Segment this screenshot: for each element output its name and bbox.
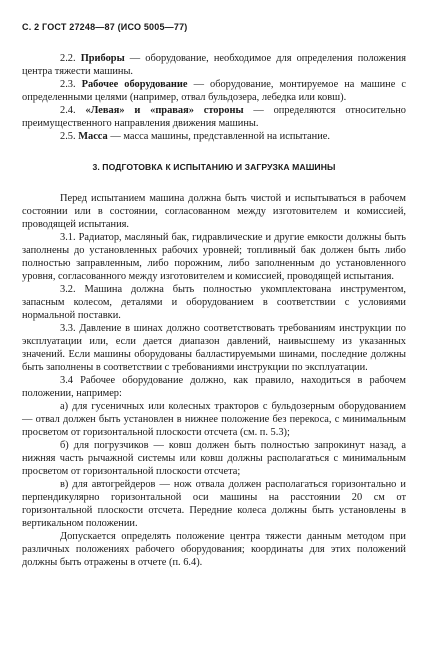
paragraph-3-4-c: в) для автогрейдеров — нож отвала должен располагаться горизонтально и перпендикулярно горизонтальной оси машины на расстоянии 20 см от горизонтальной плоскости отсчета. Передние колеса должны быть установлены в вертикальном положении. [22, 479, 406, 529]
definition-term: Масса [78, 131, 108, 142]
paragraph-3-4-b: б) для погрузчиков — ковш должен быть полностью запрокинут назад, а нижняя часть рычажной системы или ковш должны располагаться с минимальным просветом от горизонтальной плоскости отсчета; [22, 440, 406, 477]
definition-number: 2.2. [60, 53, 81, 64]
definition-number: 2.4. [60, 105, 86, 116]
definition-2-3 [22, 78, 406, 104]
definition-text: — оборудование, монтируемое на машине с определенными целями (например, отвал бульдозера, лебедка или ковш). [22, 79, 406, 103]
definition-text: — оборудование, необходимое для определения положения центра тяжести машины. [22, 53, 406, 77]
definition-term: «Левая» и «правая» стороны [85, 105, 244, 116]
section-title: 3. ПОДГОТОВКА К ИСПЫТАНИЮ И ЗАГРУЗКА МАШИНЫ [92, 162, 336, 172]
definition-term: Приборы [80, 53, 125, 64]
definition-text: — масса машины, представленной на испытание. [107, 131, 330, 142]
paragraph-intro: Перед испытанием машина должна быть чистой и испытываться в рабочем состоянии или в состоянии, согласованном между изготовителем и комиссией, проводящей испытания. [22, 193, 406, 230]
page-header: С. 2 ГОСТ 27248—87 (ИСО 5005—77) [22, 22, 188, 32]
paragraph-3-3: 3.3. Давление в шинах должно соответствовать требованиям инструкции по эксплуатации или, если дается диапазон давлений, наивысшему из указанных значений. Если машины оборудованы балластируемыми шинами, последние должны быть заполнены в соответствии с требованиями инструкции по эксплуатации. [22, 323, 406, 373]
paragraph-3-4-a: а) для гусеничных или колесных тракторов с бульдозерным оборудованием — отвал должен быть установлен в нижнее положение без перекоса, с минимальным просветом от горизонтальной плоскости отсчета (см. п. 5.3); [22, 401, 406, 438]
paragraph-3-4: 3.4 Рабочее оборудование должно, как правило, находиться в рабочем положении, например: [22, 375, 406, 399]
definition-text: — определяются относительно преимущественного направления движения машины. [22, 105, 407, 129]
paragraph-3-1: 3.1. Радиатор, масляный бак, гидравлические и другие емкости должны быть заполнены до установленных рабочих уровней; топливный бак должен быть либо полностью заправленным, либо порожним, либо заполненным до установленного уровня, согласованного между изготовителем и комиссией, проводящей испытания. [22, 232, 406, 282]
definition-2-5 [22, 130, 406, 143]
paragraph-note: Допускается определять положение центра тяжести данным методом при различных положениях рабочего оборудования; координаты для этих положений должны быть отражены в отчете (п. 6.4). [22, 531, 406, 568]
definition-2-4 [22, 104, 406, 130]
definition-number: 2.5. [60, 131, 79, 142]
definition-term: Рабочее оборудование [81, 79, 188, 90]
document-page [22, 22, 406, 569]
paragraph-3-2: 3.2. Машина должна быть полностью укомплектована инструментом, запасным колесом, деталями и оборудованием в соответствии с условиями нормальной поставки. [22, 284, 406, 321]
definition-number: 2.3. [60, 79, 82, 90]
definition-2-2 [22, 52, 406, 78]
